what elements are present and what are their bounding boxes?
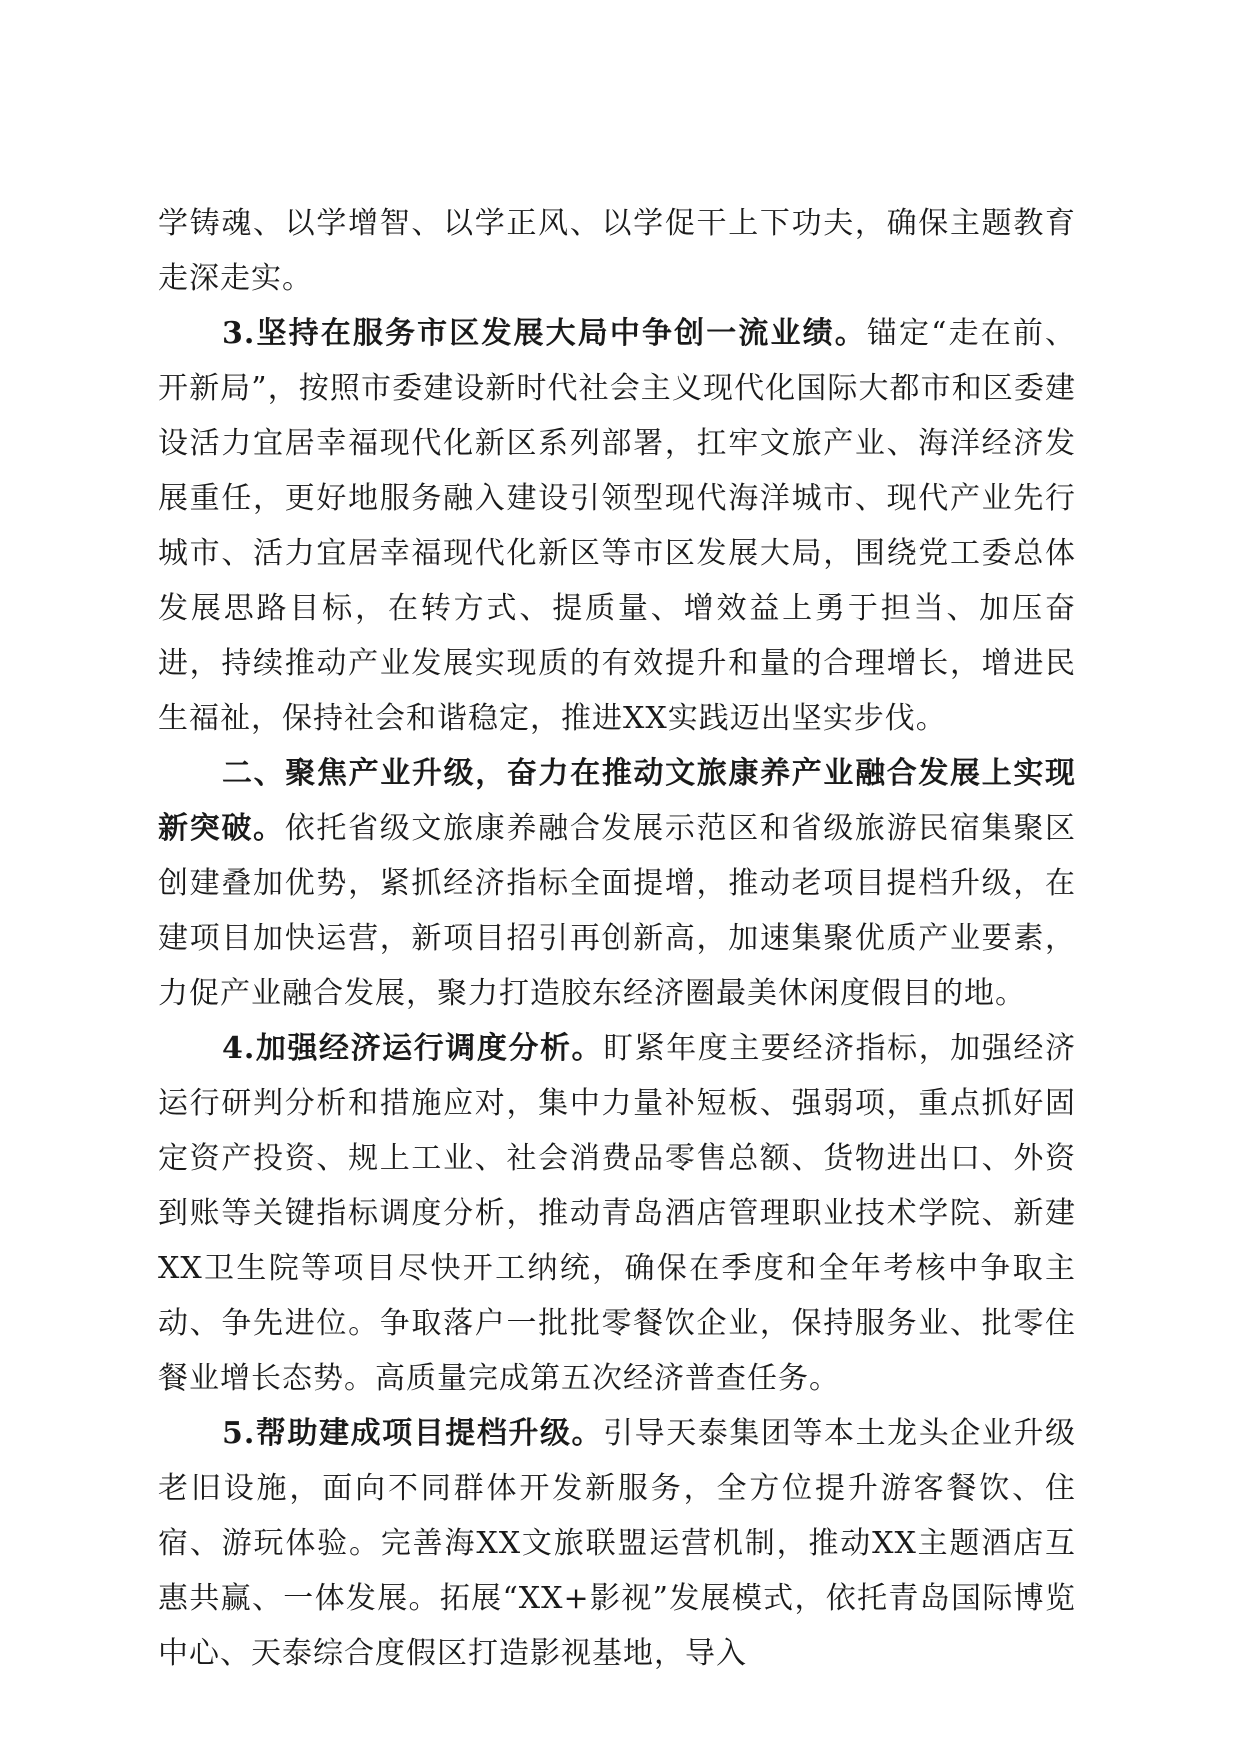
paragraph-item-3: [158, 306, 1076, 746]
document-page: [158, 196, 1076, 1681]
paragraph-item-4: [158, 1021, 1076, 1406]
paragraph-section-2: [158, 746, 1076, 1021]
section-heading: 二、聚焦产业升级，奋力在推动文旅康养产业融合发展上实现新突破。: [158, 756, 1076, 846]
paragraph-continued: [158, 196, 1076, 306]
paragraph-heading: 5.帮助建成项目提档升级。: [222, 1416, 604, 1451]
paragraph-text: 依托省级文旅康养融合发展示范区和省级旅游民宿集聚区创建叠加优势，紧抓经济指标全面提增，推动老项目提档升级，在建项目加快运营，新项目招引再创新高，加速集聚优质产业要素，力促产业融合发展，聚力打造胶东经济圈最美休闲度假目的地。: [158, 811, 1077, 1011]
paragraph-text: 锚定“走在前、开新局”，按照市委建设新时代社会主义现代化国际大都市和区委建设活力宜居幸福现代化新区系列部署，扛牢文旅产业、海洋经济发展重任，更好地服务融入建设引领型现代海洋城市、现代产业先行城市、活力宜居幸福现代化新区等市区发展大局，围绕党工委总体发展思路目标，在转方式、提质量、增效益上勇于担当、加压奋进，持续推动产业发展实现质的有效提升和量的合理增长，增进民生福祉，保持社会和谐稳定，推进XX实践迈出坚实步伐。: [158, 316, 1076, 736]
paragraph-text: 盯紧年度主要经济指标，加强经济运行研判分析和措施应对，集中力量补短板、强弱项，重点抓好固定资产投资、规上工业、社会消费品零售总额、货物进出口、外资到账等关键指标调度分析，推动青岛酒店管理职业技术学院、新建XX卫生院等项目尽快开工纳统，确保在季度和全年考核中争取主动、争先进位。争取落户一批批零餐饮企业，保持服务业、批零住餐业增长态势。高质量完成第五次经济普查任务。: [158, 1031, 1076, 1396]
paragraph-item-5: [158, 1406, 1076, 1681]
paragraph-heading: 4.加强经济运行调度分析。: [222, 1031, 604, 1066]
paragraph-heading: 3.坚持在服务市区发展大局中争创一流业绩。: [222, 316, 867, 351]
paragraph-text: 学铸魂、以学增智、以学正风、以学促干上下功夫，确保主题教育走深走实。: [158, 206, 1076, 296]
paragraph-text: 引导天泰集团等本土龙头企业升级老旧设施，面向不同群体开发新服务，全方位提升游客餐饮、住宿、游玩体验。完善海XX文旅联盟运营机制，推动XX主题酒店互惠共赢、一体发展。拓展“XX+影视”发展模式，依托青岛国际博览中心、天泰综合度假区打造影视基地，导入: [158, 1416, 1076, 1671]
